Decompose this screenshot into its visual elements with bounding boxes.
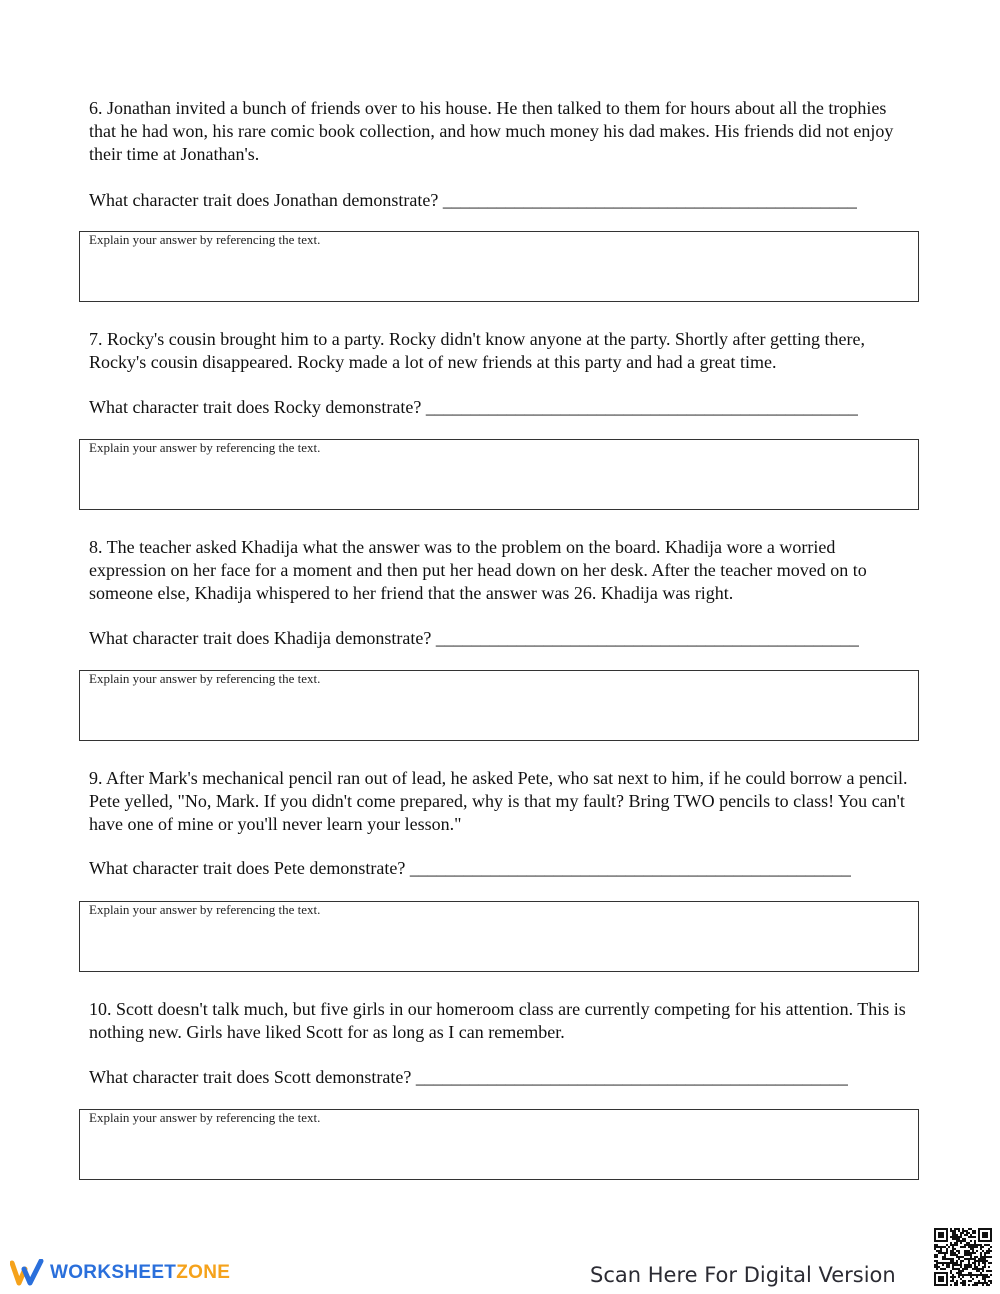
- answer-hint: Explain your answer by referencing the text.: [89, 1110, 321, 1125]
- answer-box-9[interactable]: [79, 901, 919, 972]
- worksheetzone-logo: [10, 1256, 230, 1290]
- answer-hint: Explain your answer by referencing the text.: [89, 671, 321, 686]
- question-8: [89, 536, 921, 650]
- question-prompt: What character trait does Rocky demonstrate? ________________________________________________: [89, 397, 858, 417]
- answer-hint: Explain your answer by referencing the text.: [89, 440, 321, 455]
- question-text: 7. Rocky's cousin brought him to a party. Rocky didn't know anyone at the party. Shortly after getting there, Rocky's cousin disappeared. Rocky made a lot of new friends at this party and had a great time.: [89, 329, 865, 372]
- question-text: 8. The teacher asked Khadija what the answer was to the problem on the board. Khadija wore a worried expression on her face for a moment and then put her head down on her desk. After the teacher moved on to someone else, Khadija whispered to her friend that the answer was 26. Khadija was right.: [89, 537, 867, 603]
- scan-instruction: Scan Here For Digital Version: [590, 1263, 896, 1287]
- question-text: 9. After Mark's mechanical pencil ran out of lead, he asked Pete, who sat next to him, if he could borrow a pencil. Pete yelled, "No, Mark. If you didn't come prepared, why is that my fault? Bring TWO pencils to class! You can't have one of mine or you'll never learn your lesson.": [89, 768, 908, 834]
- qr-code-icon[interactable]: [934, 1228, 992, 1286]
- question-prompt: What character trait does Jonathan demonstrate? ______________________________________________: [89, 190, 857, 210]
- answer-hint: Explain your answer by referencing the text.: [89, 902, 321, 917]
- question-prompt: What character trait does Scott demonstrate? ________________________________________________: [89, 1067, 848, 1087]
- question-7: [89, 328, 921, 419]
- question-10: [89, 998, 921, 1089]
- answer-box-8[interactable]: [79, 670, 919, 741]
- question-9: [89, 767, 921, 880]
- question-prompt: What character trait does Khadija demonstrate? _______________________________________________: [89, 628, 859, 648]
- answer-box-6[interactable]: [79, 231, 919, 302]
- logo-mark-icon: [10, 1259, 44, 1287]
- answer-box-10[interactable]: [79, 1109, 919, 1180]
- logo-text-part2: ZONE: [176, 1262, 231, 1283]
- logo-text-part1: WORKSHEET: [50, 1262, 177, 1283]
- question-prompt: What character trait does Pete demonstrate? _________________________________________________: [89, 858, 851, 878]
- answer-box-7[interactable]: [79, 439, 919, 510]
- answer-hint: Explain your answer by referencing the text.: [89, 232, 321, 247]
- question-text: 6. Jonathan invited a bunch of friends over to his house. He then talked to them for hours about all the trophies that he had won, his rare comic book collection, and how much money his dad makes. His friends did not enjoy their time at Jonathan's.: [89, 98, 894, 164]
- logo-text: [50, 1262, 230, 1284]
- question-6: [89, 97, 921, 212]
- question-text: 10. Scott doesn't talk much, but five girls in our homeroom class are currently competing for his attention. This is nothing new. Girls have liked Scott for as long as I can remember.: [89, 999, 906, 1042]
